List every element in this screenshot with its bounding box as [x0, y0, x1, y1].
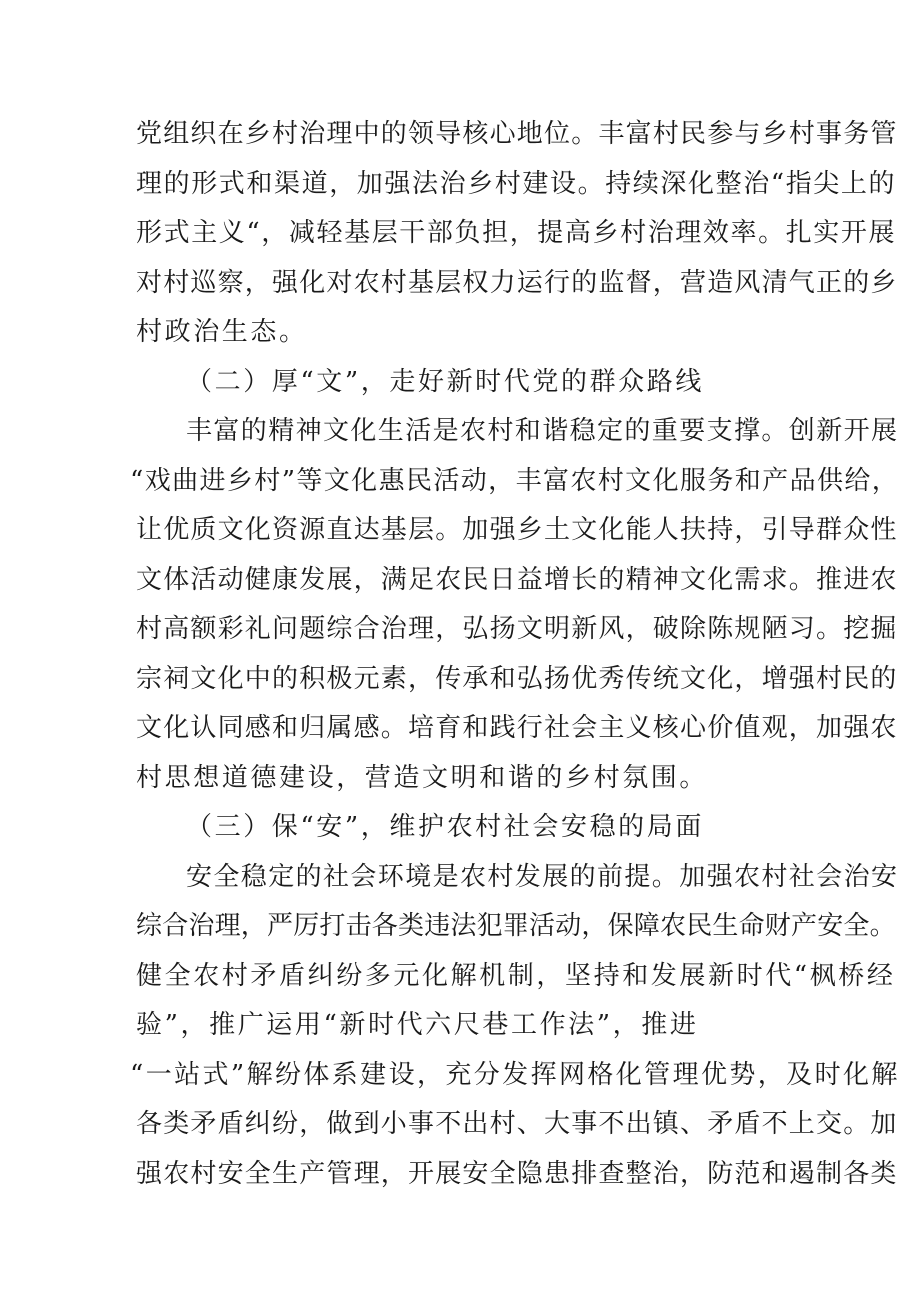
section-heading: （二）厚“文”，走好新时代党的群众路线	[186, 367, 704, 397]
body-text-line: 强农村安全生产管理，开展安全隐患排查整治，防范和遏制各类	[136, 1159, 898, 1189]
body-text-line: 文化认同感和归属感。培育和践行社会主义核心价值观，加强农	[136, 713, 898, 743]
body-text-line: 健全农村矛盾纠纷多元化解机制，坚持和发展新时代“枫桥经	[136, 961, 896, 991]
body-text-line: 文体活动健康发展，满足农民日益增长的精神文化需求。推进农	[136, 565, 898, 595]
body-text-line: 综合治理，严厉打击各类违法犯罪活动，保障农民生命财产安全。	[136, 911, 896, 941]
body-text-line: 让优质文化资源直达基层。加强乡土文化能人扶持，引导群众性	[136, 515, 898, 545]
body-text-line: 各类矛盾纠纷，做到小事不出村、大事不出镇、矛盾不上交。加	[136, 1109, 898, 1139]
body-text-line: 理的形式和渠道，加强法治乡村建设。持续深化整治“指尖上的	[136, 169, 897, 199]
body-text-line: 验”，推广运用“新时代六尺巷工作法”，推进	[136, 1010, 699, 1040]
body-text-line: “戏曲进乡村”等文化惠民活动，丰富农村文化服务和产品供给，	[130, 466, 900, 496]
paragraph-first-line: 丰富的精神文化生活是农村和谐稳定的重要支撑。创新开展	[186, 416, 899, 446]
body-text-line: 村高额彩礼问题综合治理，弘扬文明新风，破除陈规陋习。挖掘	[136, 614, 898, 644]
body-text-line: 形式主义“，减轻基层干部负担，提高乡村治理效率。扎实开展	[136, 218, 897, 248]
body-text-line: 村政治生态。	[136, 317, 308, 347]
section-heading: （三）保“安”，维护农村社会安稳的局面	[186, 812, 704, 842]
body-text-line: 对村巡察，强化对农村基层权力运行的监督，营造风清气正的乡	[136, 268, 898, 298]
body-text-line: 宗祠文化中的积极元素，传承和弘扬优秀传统文化，增强村民的	[136, 664, 898, 694]
paragraph-first-line: 安全稳定的社会环境是农村发展的前提。加强农村社会治安	[186, 862, 899, 892]
body-text-line: 党组织在乡村治理中的领导核心地位。丰富村民参与乡村事务管	[136, 119, 898, 149]
body-text-line: “一站式”解纷体系建设，充分发挥网格化管理优势，及时化解	[130, 1060, 900, 1090]
body-text-line: 村思想道德建设，营造文明和谐的乡村氛围。	[136, 763, 709, 793]
